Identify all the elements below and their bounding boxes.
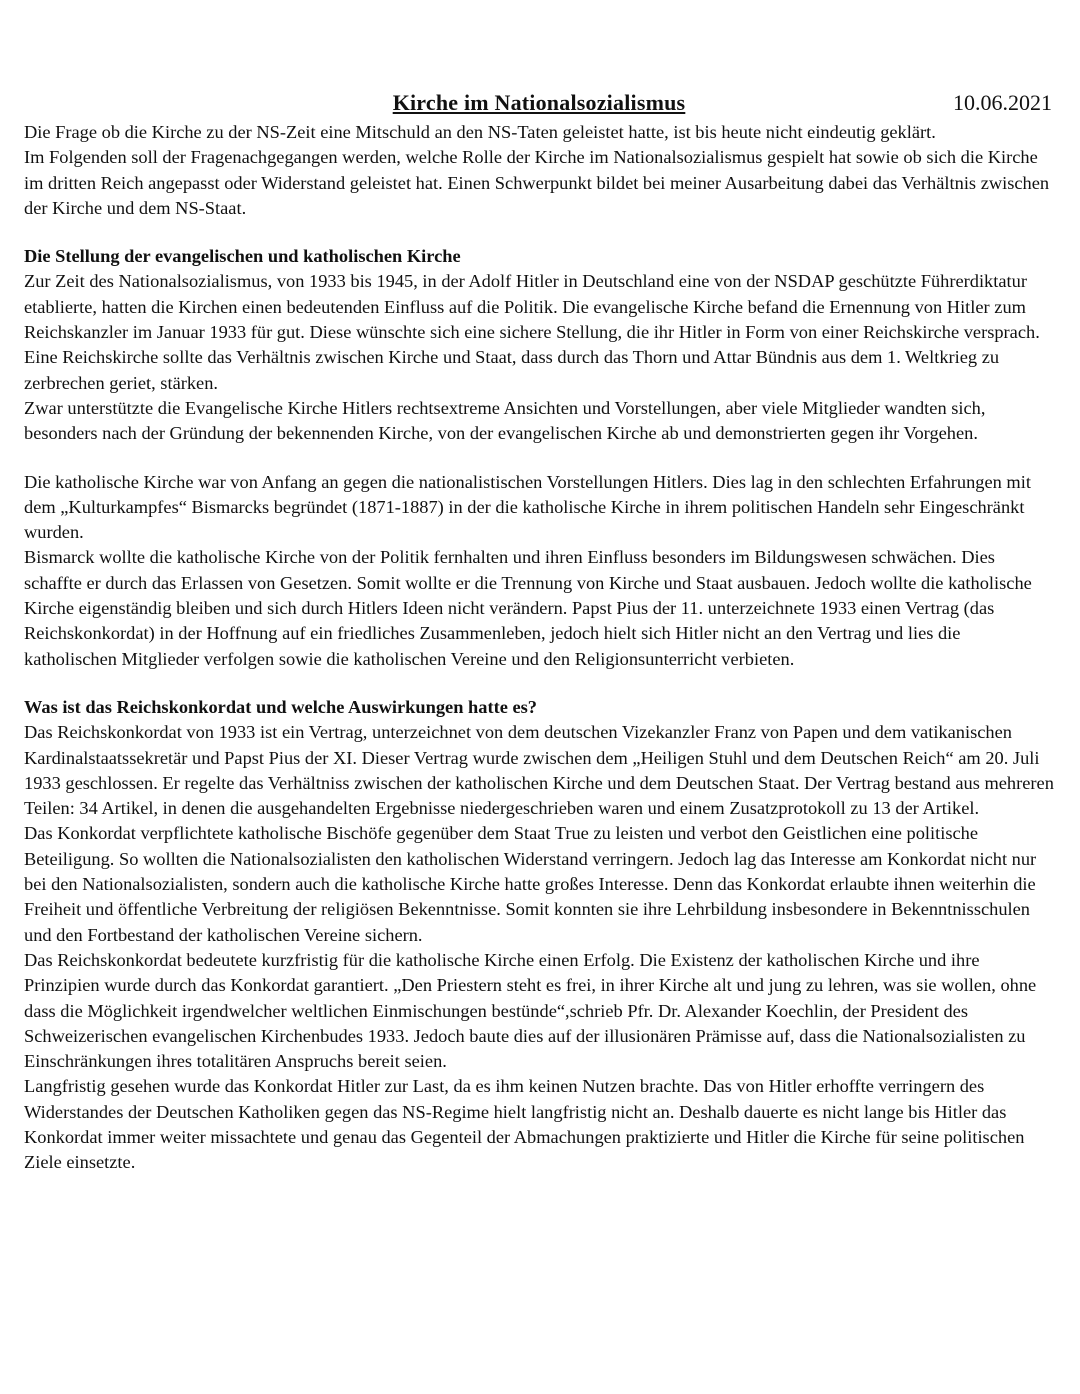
section-heading-reichskonkordat: Was ist das Reichskonkordat und welche Auswirkungen hatte es? bbox=[24, 696, 537, 717]
document-title: Kirche im Nationalsozialismus bbox=[392, 90, 686, 115]
title-row bbox=[24, 90, 1054, 120]
document-date: 10.06.2021 bbox=[953, 90, 1052, 115]
section1-paragraph-1: Zur Zeit des Nationalsozialismus, von 1933 bis 1945, in der Adolf Hitler in Deutschland eine von der NSDAP geschützte Führerdiktatur etablierte, hatten die Kirchen einen bedeutenden Einfluss auf die Politik. Die evangelische Kirche befand die Ernennung von Hitler zum Reichskanzler im Januar 1933 für gut. Diese wünschte sich eine sichere Stellung, die ihr Hitler in Form von einer Reichskirche versprach. Eine Reichskirche sollte das Verhältnis zwischen Kirche und Staat, dass durch das Thorn und Attar Bündnis aus dem 1. Weltkrieg zu zerbrechen geriet, stärken. bbox=[24, 271, 1040, 393]
paragraph-gap bbox=[24, 447, 1054, 470]
section2-paragraph-3: Das Reichskonkordat bedeutete kurzfristig für die katholische Kirche einen Erfolg. Die Existenz der katholischen Kirche und ihre Prinzipien wurde durch das Konkordat garantiert. „Den Priestern steht es frei, in ihrer Kirche alt und jung zu lehren, was sie wollen, ohne dass die Möglichkeit irgendwelcher weltlichen Einmischungen bestünde“,schrieb Pfr. Dr. Alexander Koechlin, der President des Schweizerischen evangelischen Kirchenbudes 1933. Jedoch baute dies auf der illusionären Prämisse auf, dass die Nationalsozialisten zu Einschränkungen ihres totalitären Anspruchs bereit seien. bbox=[24, 949, 1037, 1072]
section1-paragraph-2: Zwar unterstützte die Evangelische Kirche Hitlers rechtsextreme Ansichten und Vorstellungen, aber viele Mitglieder wandten sich, besonders nach der Gründung der bekennenden Kirche, von der evangelischen Kirche ab und demonstrierten gegen ihr Vorgehen. bbox=[24, 397, 986, 444]
section1-paragraph-4: Bismarck wollte die katholische Kirche von der Politik fernhalten und ihren Einfluss besonders im Bildungswesen schwächen. Dies schaffte er durch das Erlassen von Gesetzen. Somit wollte er die Trennung von Kirche und Staat ausbauen. Jedoch wollte die katholische Kirche eigenständig bleiben und sich durch Hitlers Ideen nicht verändern. Papst Pius der 11. unterzeichnete 1933 einen Vertrag (das Reichskonkordat) in der Hoffnung auf ein friedliches Zusammenleben, jedoch hielt sich Hitler nicht an den Vertrag und lies die katholischen Mitglieder verfolgen sowie die katholischen Vereine und den Religionsunterricht verbieten. bbox=[24, 547, 1032, 669]
paragraph-gap bbox=[24, 221, 1054, 244]
section2-paragraph-4: Langfristig gesehen wurde das Konkordat Hitler zur Last, da es ihm keinen Nutzen brachte. Das von Hitler erhoffte verringern des Widerstandes der Deutschen Katholiken gegen das NS-Regime hielt langfristig nicht an. Deshalb dauerte es nicht lange bis Hitler das Konkordat immer weiter missachtete und genau das Gegenteil der Abmachungen praktizierte und Hitler die Kirche für seine politischen Ziele einsetzte. bbox=[24, 1076, 1025, 1173]
section-heading-stellung: Die Stellung der evangelischen und katholischen Kirche bbox=[24, 246, 461, 267]
document-page bbox=[24, 90, 1054, 1176]
intro-paragraph-2: Im Folgenden soll der Fragenachgegangen werden, welche Rolle der Kirche im Nationalsozialismus gespielt hat sowie ob sich die Kirche im dritten Reich angepasst oder Widerstand geleistet hat. Einen Schwerpunkt bildet bei meiner Ausarbeitung dabei das Verhältnis zwischen der Kirche und dem NS-Staat. bbox=[24, 147, 1050, 218]
section2-paragraph-2: Das Konkordat verpflichtete katholische Bischöfe gegenüber dem Staat True zu leisten und verbot den Geistlichen eine politische Beteiligung. So wollten die Nationalsozialisten den katholischen Widerstand verringern. Jedoch lag das Interesse am Konkordat nicht nur bei den Nationalsozialisten, sondern auch die katholische Kirche hatte großes Interesse. Denn das Konkordat erlaubte ihnen weiterhin die Freiheit und öffentliche Verbreitung der religiösen Bekenntnisse. Somit konnten sie ihre Lehrbildung insbesondere in Bekenntnisschulen und den Fortbestand der katholischen Vereine sichern. bbox=[24, 823, 1037, 945]
intro-paragraph-1: Die Frage ob die Kirche zu der NS-Zeit eine Mitschuld an den NS-Taten geleistet hatte, ist bis heute nicht eindeutig geklärt. bbox=[24, 122, 936, 142]
section1-paragraph-3: Die katholische Kirche war von Anfang an gegen die nationalistischen Vorstellungen Hitlers. Dies lag in den schlechten Erfahrungen mit dem „Kulturkampfes“ Bismarcks begründet (1871-1887) in der die katholische Kirche in ihrem politischen Handeln sehr Eingeschränkt wurden. bbox=[24, 471, 1031, 543]
section2-paragraph-1: Das Reichskonkordat von 1933 ist ein Vertrag, unterzeichnet von dem deutschen Vizekanzler Franz von Papen und dem vatikanischen Kardinalstaatssekretär und Papst Pius der XI. Dieser Vertrag wurde zwischen dem „Heiligen Stuhl und dem Deutschen Reich“ am 20. Juli 1933 geschlossen. Er regelte das Verhältniss zwischen der katholischen Kirche und dem Deutschen Staat. Der Vertrag bestand aus mehreren Teilen: 34 Artikel, in denen die ausgehandelten Ergebnisse niedergeschrieben waren und einem Zusatzprotokoll zu 13 der Artikel. bbox=[24, 722, 1054, 819]
paragraph-gap bbox=[24, 672, 1054, 695]
